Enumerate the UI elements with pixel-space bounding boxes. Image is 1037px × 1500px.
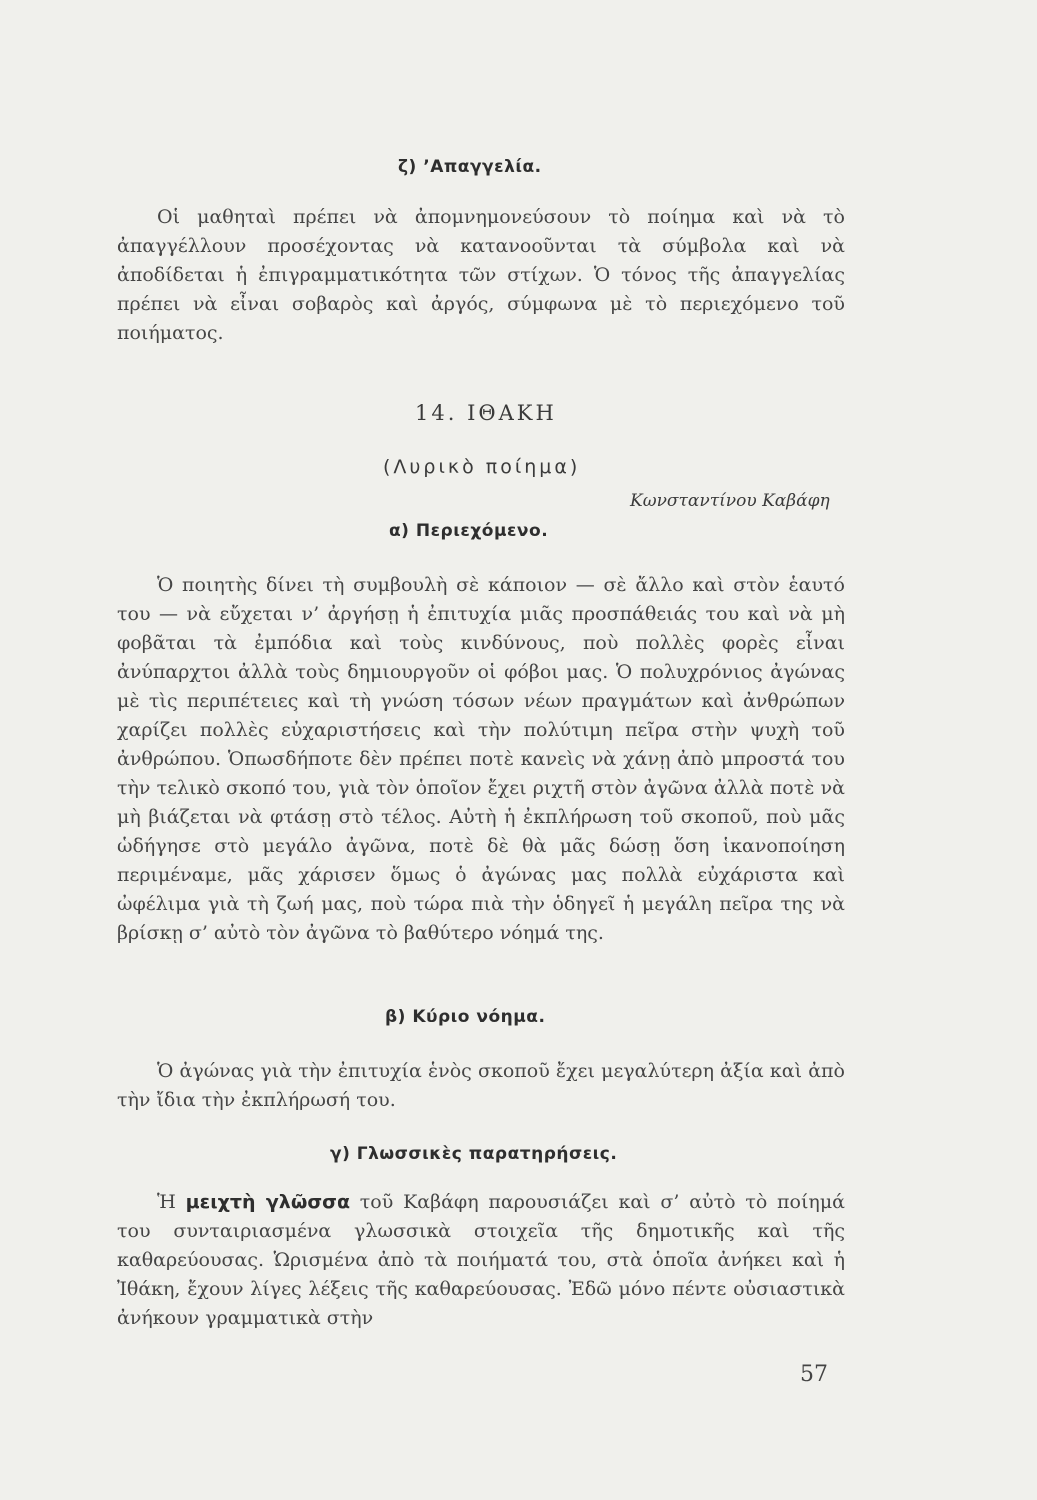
paragraph-main-meaning: Ὁ ἀγώνας γιὰ τὴν ἐπιτυχία ἑνὸς σκοποῦ ἔχει μεγαλύτερη ἀξία καὶ ἀπὸ τὴν ἴδια τὴν ἐκπλήρωσή του. (117, 1060, 845, 1111)
text-rest: τοῦ Καβάφη παρουσιάζει καὶ σ’ αὐτὸ τὸ ποίημά του συνταιριασμένα γλωσσικὰ στοιχεῖα τῆς δημοτικῆς καὶ τῆς καθαρεύουσας. Ὡρισμένα ἀπὸ τὰ ποιήματά του, στὰ ὁποῖα ἀνήκει καὶ ἡ Ἰθάκη, ἔχουν λίγες λέξεις τῆς καθαρεύουσας. Ἐδῶ μόνο πέντε οὐσιαστικὰ ἀνήκουν γραμματικὰ στὴν (117, 1191, 845, 1329)
heading-content: α) Περιεχόμενο. (389, 521, 549, 541)
paragraph-language-notes (117, 1188, 845, 1333)
poem-subtitle: (Λυρικὸ ποίημα) (383, 456, 581, 478)
paragraph-recitation: Οἱ μαθηταὶ πρέπει νὰ ἀπομνημονεύσουν τὸ ποίημα καὶ νὰ τὸ ἀπαγγέλλουν προσέχοντας νὰ κατανοοῦνται τὰ σύμβολα καὶ νὰ ἀποδίδεται ἡ ἐπιγραμματικότητα τῶν στίχων. Ὁ τόνος τῆς ἀπαγγελίας πρέπει νὰ εἶναι σοβαρὸς καὶ ἀργός, σύμφωνα μὲ τὸ περιεχόμενο τοῦ ποιήματος. (117, 206, 845, 344)
poem-title: 14. ΙΘΑΚΗ (415, 401, 557, 425)
text-start: Ἡ (157, 1191, 186, 1213)
heading-language-notes: γ) Γλωσσικὲς παρατηρήσεις. (330, 1144, 618, 1164)
heading-recitation: ζ) ’Απαγγελία. (398, 157, 542, 177)
page-number: 57 (800, 1362, 828, 1387)
bold-term: μειχτὴ γλῶσσα (185, 1191, 350, 1213)
paragraph-content: Ὁ ποιητὴς δίνει τὴ συμβουλὴ σὲ κάποιον — σὲ ἄλλο καὶ στὸν ἑαυτό του — νὰ εὔχεται ν’ ἀργήσῃ ἡ ἐπιτυχία μιᾶς προσπάθειάς του καὶ νὰ μὴ φοβᾶται τὰ ἐμπόδια καὶ τοὺς κινδύνους, ποὺ πολλὲς φορὲς εἶναι ἀνύπαρχτοι ἀλλὰ τοὺς δημιουργοῦν οἱ φόβοι μας. Ὁ πολυχρόνιος ἀγώνας μὲ τὶς περιπέτειες καὶ τὴ γνώση τόσων νέων πραγμάτων καὶ ἀνθρώπων χαρίζει πολλὲς εὐχαριστήσεις καὶ τὴν πολύτιμη πεῖρα στὴν ψυχὴ τοῦ ἀνθρώπου. Ὁπωσδήποτε δὲν πρέπει ποτὲ κανεὶς νὰ χάνῃ ἀπὸ μπροστά του τὴν τελικὸ σκοπό του, γιὰ τὸν ὁποῖον ἔχει ριχτῆ στὸν ἀγῶνα ἀλλὰ ποτὲ νὰ μὴ βιάζεται νὰ φτάσῃ στὸ τέλος. Αὐτὴ ἡ ἐκπλήρωση τοῦ σκοποῦ, ποὺ μᾶς ὡδήγησε στὸ μεγάλο ἀγῶνα, ποτὲ δὲ θὰ μᾶς δώσῃ ὅση ἱκανοποίηση περιμέναμε, μᾶς χάρισεν ὅμως ὁ ἀγώνας μας πολλὰ εὐχάριστα καὶ ὠφέλιμα γιὰ τὴ ζωή μας, ποὺ τώρα πιὰ τὴν ὁδηγεῖ ἡ μεγάλη πεῖρα της νὰ βρίσκῃ σ’ αὐτὸ τὸν ἀγῶνα τὸ βαθύτερο νόημά της. (117, 574, 845, 944)
heading-main-meaning: β) Κύριο νόημα. (385, 1007, 546, 1027)
poem-author: Κωνσταντίνου Καβάφη (630, 491, 830, 511)
